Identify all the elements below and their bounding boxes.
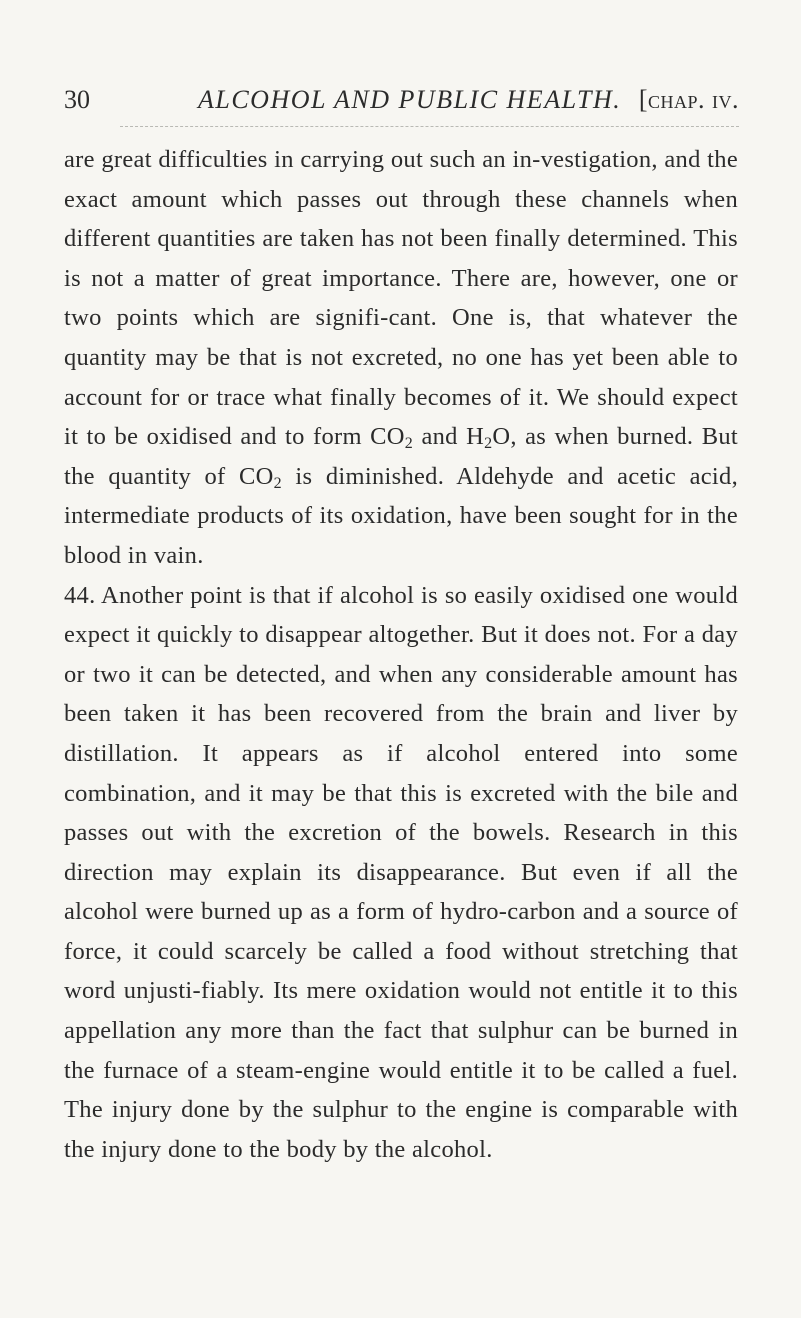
running-head xyxy=(64,80,739,120)
text-run: and H xyxy=(413,423,485,451)
subscript: 2 xyxy=(273,474,282,492)
paragraph-continued xyxy=(64,140,738,576)
header-rule xyxy=(120,126,739,127)
page-number: 30 xyxy=(64,85,90,114)
text-run: are great difficulties in carrying out such an in-vestigation, and the exact amount which passes out through these channels when different quantities are taken has not been finally determined. This is not a matter of great importance. There are, however, one or two points which are signifi-cant. One is, that whatever the quantity may be that is not excreted, no one has yet been able to account for or trace what finally becomes of it. We should expect it to be oxidised and to form CO xyxy=(64,146,738,451)
chapter-reference xyxy=(639,80,739,120)
paragraph-text: Another point is that if alcohol is so easily oxidised one would expect it quickly to disappear altogether. But it does not. For a day or two it can be detected, and when any considerable amount has been taken it has been recovered from the brain and liver by distillation. It appears as if alcohol entered into some combination, and it may be that this is excreted with the bile and passes out with the excretion of the bowels. Research in this direction may explain its disappearance. But even if all the alcohol were burned up as a form of hydro-carbon and a source of force, it could scarcely be called a food without stretching that word unjusti-fiably. Its mere oxidation would not entitle it to this appellation any more than the fact that sulphur can be burned in the furnace of a steam-engine would entitle it to be called a fuel. The injury done by the sulphur to the engine is comparable with the injury done to the body by the alcohol. xyxy=(64,581,738,1163)
running-title: ALCOHOL AND PUBLIC HEALTH. xyxy=(198,85,622,114)
body-text xyxy=(64,140,738,1169)
subscript: 2 xyxy=(404,435,414,453)
chapter-label: chap. iv. xyxy=(647,85,739,114)
text-run: O, as when burned. But the quantity of CO xyxy=(64,423,738,490)
paragraph-44 xyxy=(64,576,738,1170)
chapter-bracket: [ xyxy=(638,85,648,114)
subscript: 2 xyxy=(484,435,493,453)
text-run: is diminished. Aldehyde and acetic acid, intermediate products of its oxidation, have been sought for in the blood in vain. xyxy=(64,462,738,569)
paragraph-number: 44. xyxy=(64,581,96,609)
